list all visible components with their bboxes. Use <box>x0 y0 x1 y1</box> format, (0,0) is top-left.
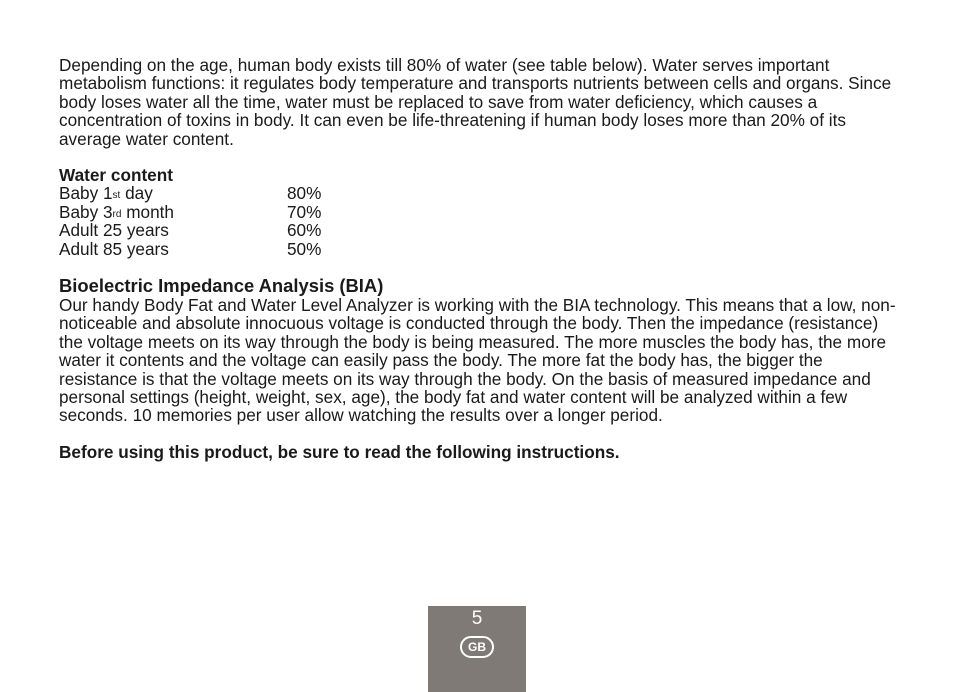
water-row-label: Baby 3rd month <box>59 201 174 222</box>
document-content <box>59 56 899 461</box>
instructions-notice: Before using this product, be sure to read the following instructions. <box>59 441 620 462</box>
water-row-adult-85 <box>59 240 899 258</box>
water-row-value: 80% <box>287 183 322 204</box>
ordinal-suffix: st <box>112 190 121 202</box>
bia-paragraph: Our handy Body Fat and Water Level Analyzer is working with the BIA technology. This means that a low, non-noticeable and absolute innocuous voltage is conducted through the body. Then the impedance (resistance) the voltage meets on its way through the body is being measured. The more muscles the body has, the more water it contents and the voltage can easily pass the body. The more fat the body has, the bigger the resistance is that the voltage meets on its way through the body. On the basis of measured impedance and personal settings (height, weight, sex, age), the body fat and water content will be analyzed within a few seconds. 10 memories per user allow watching the results over a longer period. <box>59 295 896 426</box>
ordinal-suffix: rd <box>112 208 122 220</box>
country-code-badge: GB <box>460 636 494 658</box>
water-content-heading: Water content <box>59 165 173 186</box>
water-content-table <box>59 166 899 258</box>
intro-paragraph: Depending on the age, human body exists till 80% of water (see table below). Water serves important metabolism functions: it regulates body temperature and transports nutrients between cells and organs. Since body loses water all the time, water must be replaced to save from water deficiency, which causes a concentration of toxins in body. It can even be life-threatening if human body loses more than 20% of its average water content. <box>59 55 892 149</box>
water-row-adult-25 <box>59 221 899 239</box>
bia-heading: Bioelectric Impedance Analysis (BIA) <box>59 275 384 296</box>
water-row-value: 70% <box>287 201 322 222</box>
water-row-baby-month <box>59 203 899 221</box>
water-row-value: 50% <box>287 238 322 259</box>
water-row-label: Adult 25 years <box>59 220 169 241</box>
water-row-label: Baby 1st day <box>59 183 153 204</box>
water-row-baby-day <box>59 184 899 202</box>
page-number: 5 <box>471 608 483 629</box>
water-row-value: 60% <box>287 220 322 241</box>
page-footer-tab <box>428 606 526 692</box>
water-row-label: Adult 85 years <box>59 238 169 259</box>
